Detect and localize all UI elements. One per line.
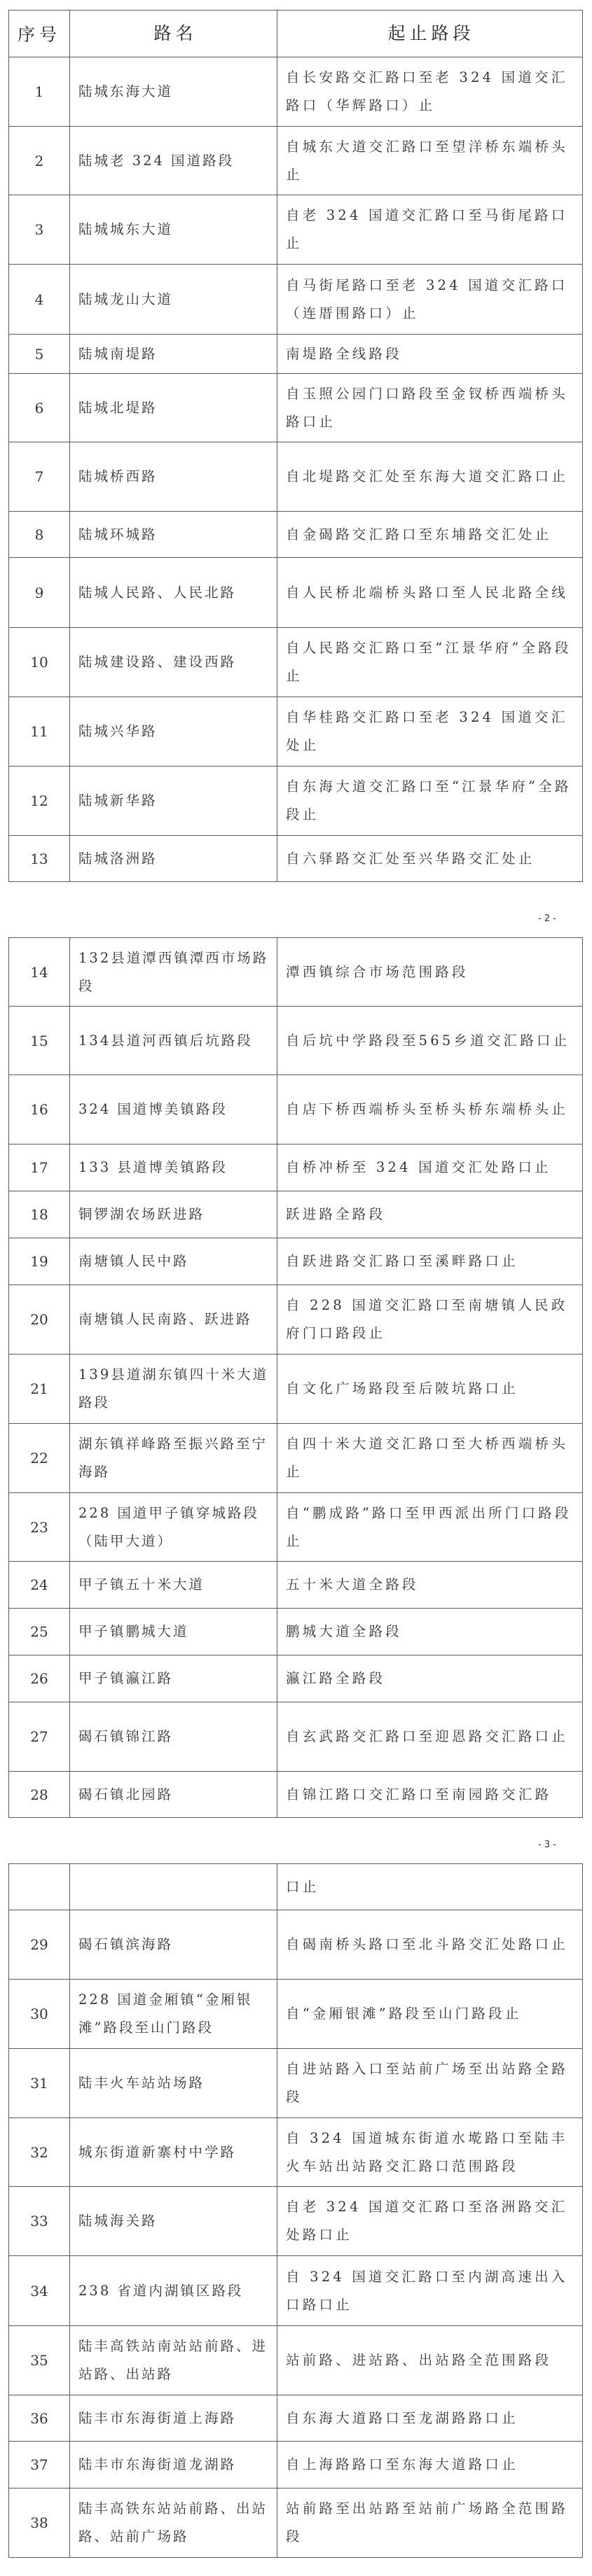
road-range-cell: 自六驿路交汇处至兴华路交汇处止: [277, 836, 583, 882]
road-name-cell: 南塘镇人民中路: [70, 1238, 277, 1285]
page-number-2: - 2 -: [538, 913, 556, 924]
table-body-page-1: [9, 57, 583, 882]
serial-no-cell: 36: [9, 2395, 70, 2442]
serial-no-cell: 24: [9, 1562, 70, 1609]
table-row: [9, 2488, 583, 2558]
serial-no-cell: 9: [9, 558, 70, 628]
road-name-cell: 132县道潭西镇潭西市场路段: [70, 938, 277, 1007]
table-row: [9, 265, 583, 335]
road-name-cell: 陆丰市东海街道龙湖路: [70, 2442, 277, 2488]
road-range-cell: 自跃进路交汇路口至溪畔路口止: [277, 1238, 583, 1285]
road-name-cell: 陆城人民路、人民北路: [70, 558, 277, 628]
table-row: [9, 2442, 583, 2488]
road-range-cell: 自玄武路交汇路口至迎恩路交汇路口止: [277, 1702, 583, 1772]
road-name-cell: 南塘镇人民南路、跃进路: [70, 1285, 277, 1354]
serial-no-cell: 27: [9, 1702, 70, 1772]
road-range-cell: 口止: [277, 1864, 583, 1910]
road-range-cell: 自 228 国道交汇路口至南塘镇人民政府门口路段止: [277, 1285, 583, 1354]
road-name-cell: 陆丰高铁站南站站前路、进站路、出站路: [70, 2326, 277, 2395]
serial-no-cell: 2: [9, 127, 70, 195]
table-row: [9, 1493, 583, 1562]
table-row: [9, 558, 583, 628]
serial-no-cell: 4: [9, 265, 70, 335]
table-row: [9, 836, 583, 882]
road-table-page-3: [8, 1863, 583, 2558]
serial-no-cell: 35: [9, 2326, 70, 2395]
road-name-cell: 铜锣湖农场跃进路: [70, 1191, 277, 1238]
road-name-cell: 陆城洛洲路: [70, 836, 277, 882]
serial-no-cell: 33: [9, 2187, 70, 2256]
road-name-cell: 陆城兴华路: [70, 697, 277, 766]
road-name-cell: 陆城建设路、建设西路: [70, 628, 277, 697]
serial-no-cell: 25: [9, 1609, 70, 1656]
table-row: [9, 1864, 583, 1910]
serial-no-cell: 8: [9, 512, 70, 558]
road-range-cell: 站前路、进站路、出站路全范围路段: [277, 2326, 583, 2395]
road-range-cell: 自马街尾路口至老 324 国道交汇路口（连厝围路口）止: [277, 265, 583, 335]
table-row: [9, 1075, 583, 1144]
road-range-cell: 自文化广场路段至后陂坑路口止: [277, 1354, 583, 1424]
serial-no-cell: 31: [9, 2049, 70, 2118]
table-row: [9, 2049, 583, 2118]
road-name-cell: 碣石镇北园路: [70, 1772, 277, 1818]
road-name-cell: 碣石镇锦江路: [70, 1702, 277, 1772]
road-range-cell: 自城东大道交汇路口至望洋桥东端桥头止: [277, 127, 583, 195]
table-row: [9, 1007, 583, 1075]
road-range-cell: 站前路至出站路至站前广场路全范围路段: [277, 2488, 583, 2558]
road-name-cell: 陆城新华路: [70, 766, 277, 836]
table-row: [9, 2118, 583, 2187]
serial-no-cell: 37: [9, 2442, 70, 2488]
serial-no-cell: 18: [9, 1191, 70, 1238]
table-row: [9, 628, 583, 697]
road-name-cell: 陆城北堤路: [70, 374, 277, 442]
road-range-cell: 鹏城大道全路段: [277, 1609, 583, 1656]
road-name-cell: 陆丰高铁东站站前路、出站路、站前广场路: [70, 2488, 277, 2558]
road-name-cell: 238 省道内湖镇区路段: [70, 2256, 277, 2326]
table-row: [9, 335, 583, 374]
road-range-cell: 自四十米大道交汇路口至大桥西端桥头止: [277, 1424, 583, 1493]
road-name-cell: 碣石镇滨海路: [70, 1910, 277, 1980]
road-range-cell: 自金碣路交汇路口至东埔路交汇处止: [277, 512, 583, 558]
table-row: [9, 1980, 583, 2049]
road-range-cell: 自店下桥西端桥头至桥头桥东端桥头止: [277, 1075, 583, 1144]
road-range-cell: 自华桂路交汇路口至老 324 国道交汇处止: [277, 697, 583, 766]
road-name-cell: 陆城老 324 国道路段: [70, 127, 277, 195]
serial-no-cell: 6: [9, 374, 70, 442]
road-name-cell: 甲子镇鹏城大道: [70, 1609, 277, 1656]
serial-no-cell: 7: [9, 442, 70, 512]
serial-no-cell: 10: [9, 628, 70, 697]
table-row: [9, 1238, 583, 1285]
table-body-page-3: [9, 1864, 583, 2558]
table-body-page-2: [9, 938, 583, 1818]
serial-no-cell: 23: [9, 1493, 70, 1562]
serial-no-cell: 17: [9, 1144, 70, 1191]
road-range-cell: 自上海路路口至东海大道路口止: [277, 2442, 583, 2488]
road-name-cell: 陆城城东大道: [70, 195, 277, 265]
table-row: [9, 195, 583, 265]
table-row: [9, 57, 583, 127]
road-name-cell: 324 国道博美镇路段: [70, 1075, 277, 1144]
serial-no-cell: 20: [9, 1285, 70, 1354]
serial-no-cell: 28: [9, 1772, 70, 1818]
road-range-cell: 自老 324 国道交汇路口至马街尾路口止: [277, 195, 583, 265]
road-name-cell: [70, 1864, 277, 1910]
serial-no-cell: 13: [9, 836, 70, 882]
table-row: [9, 1772, 583, 1818]
road-name-cell: 城东街道新寨村中学路: [70, 2118, 277, 2187]
table-row: [9, 1656, 583, 1702]
road-name-cell: 133 县道博美镇路段: [70, 1144, 277, 1191]
table-row: [9, 512, 583, 558]
road-name-cell: 陆城环城路: [70, 512, 277, 558]
road-name-cell: 陆丰火车站站场路: [70, 2049, 277, 2118]
road-range-cell: 自人民路交汇路口至“江景华府”全路段止: [277, 628, 583, 697]
serial-no-cell: 22: [9, 1424, 70, 1493]
serial-no-cell: 34: [9, 2256, 70, 2326]
road-name-cell: 甲子镇瀛江路: [70, 1656, 277, 1702]
road-name-cell: 陆丰市东海街道上海路: [70, 2395, 277, 2442]
serial-no-cell: 11: [9, 697, 70, 766]
road-range-cell: 自桥冲桥至 324 国道交汇处路口止: [277, 1144, 583, 1191]
table-header-row: [9, 10, 583, 57]
serial-no-cell: [9, 1864, 70, 1910]
road-range-cell: 自东海大道路口至龙湖路路口止: [277, 2395, 583, 2442]
road-range-cell: 自 324 国道交汇路口至内湖高速出入口路口止: [277, 2256, 583, 2326]
table-row: [9, 1910, 583, 1980]
road-name-cell: 228 国道金厢镇“金厢银滩”路段至山门路段: [70, 1980, 277, 2049]
road-name-cell: 甲子镇五十米大道: [70, 1562, 277, 1609]
road-range-cell: 自 324 国道城东街道水墘路口至陆丰火车站出站路交汇路口范围路段: [277, 2118, 583, 2187]
serial-no-cell: 16: [9, 1075, 70, 1144]
road-range-cell: 跃进路全路段: [277, 1191, 583, 1238]
header-road-range: 起止路段: [277, 10, 583, 57]
serial-no-cell: 12: [9, 766, 70, 836]
table-row: [9, 2187, 583, 2256]
road-range-cell: 南堤路全线路段: [277, 335, 583, 374]
serial-no-cell: 30: [9, 1980, 70, 2049]
road-range-cell: 自锦江路口交汇路口至南园路交汇路: [277, 1772, 583, 1818]
table-row: [9, 442, 583, 512]
road-range-cell: 潭西镇综合市场范围路段: [277, 938, 583, 1007]
road-name-cell: 139县道湖东镇四十米大道路段: [70, 1354, 277, 1424]
table-row: [9, 1562, 583, 1609]
road-range-cell: 自人民桥北端桥头路口至人民北路全线: [277, 558, 583, 628]
road-name-cell: 陆城东海大道: [70, 57, 277, 127]
serial-no-cell: 26: [9, 1656, 70, 1702]
table-row: [9, 2256, 583, 2326]
header-road-name: 路名: [70, 10, 277, 57]
road-range-cell: 五十米大道全路段: [277, 1562, 583, 1609]
table-row: [9, 938, 583, 1007]
road-name-cell: 湖东镇祥峰路至振兴路至宁海路: [70, 1424, 277, 1493]
road-table-page-2: [8, 937, 583, 1818]
serial-no-cell: 19: [9, 1238, 70, 1285]
serial-no-cell: 38: [9, 2488, 70, 2558]
road-range-cell: 瀛江路全路段: [277, 1656, 583, 1702]
road-range-cell: 自“金厢银滩”路段至山门路段止: [277, 1980, 583, 2049]
road-range-cell: 自老 324 国道交汇路口至洛洲路交汇处路口止: [277, 2187, 583, 2256]
table-row: [9, 1144, 583, 1191]
road-name-cell: 陆城桥西路: [70, 442, 277, 512]
table-row: [9, 2326, 583, 2395]
road-name-cell: 陆城海关路: [70, 2187, 277, 2256]
road-range-cell: 自玉照公园门口路段至金钗桥西端桥头路口止: [277, 374, 583, 442]
road-range-cell: 自北堤路交汇处至东海大道交汇路口止: [277, 442, 583, 512]
header-serial-no: 序号: [9, 10, 70, 57]
serial-no-cell: 32: [9, 2118, 70, 2187]
table-row: [9, 1609, 583, 1656]
table-row: [9, 1702, 583, 1772]
road-name-cell: 228 国道甲子镇穿城路段（陆甲大道）: [70, 1493, 277, 1562]
table-row: [9, 1191, 583, 1238]
page-number-3: - 3 -: [538, 1840, 556, 1850]
road-range-cell: 自东海大道交汇路口至“江景华府”全路段止: [277, 766, 583, 836]
serial-no-cell: 5: [9, 335, 70, 374]
serial-no-cell: 3: [9, 195, 70, 265]
road-range-cell: 自进站路入口至站前广场至出站路全路段: [277, 2049, 583, 2118]
road-name-cell: 陆城龙山大道: [70, 265, 277, 335]
road-table-page-1: [8, 10, 583, 882]
serial-no-cell: 1: [9, 57, 70, 127]
table-row: [9, 2395, 583, 2442]
road-range-cell: 自“鹏成路”路口至甲西派出所门口路段止: [277, 1493, 583, 1562]
road-range-cell: 自后坑中学路段至565乡道交汇路口止: [277, 1007, 583, 1075]
table-row: [9, 374, 583, 442]
table-row: [9, 766, 583, 836]
road-name-cell: 134县道河西镇后坑路段: [70, 1007, 277, 1075]
road-name-cell: 陆城南堤路: [70, 335, 277, 374]
table-row: [9, 127, 583, 195]
serial-no-cell: 29: [9, 1910, 70, 1980]
table-row: [9, 1285, 583, 1354]
serial-no-cell: 21: [9, 1354, 70, 1424]
road-range-cell: 自碣南桥头路口至北斗路交汇处路口止: [277, 1910, 583, 1980]
serial-no-cell: 15: [9, 1007, 70, 1075]
road-range-cell: 自长安路交汇路口至老 324 国道交汇路口（华辉路口）止: [277, 57, 583, 127]
table-row: [9, 1354, 583, 1424]
serial-no-cell: 14: [9, 938, 70, 1007]
table-row: [9, 697, 583, 766]
table-row: [9, 1424, 583, 1493]
